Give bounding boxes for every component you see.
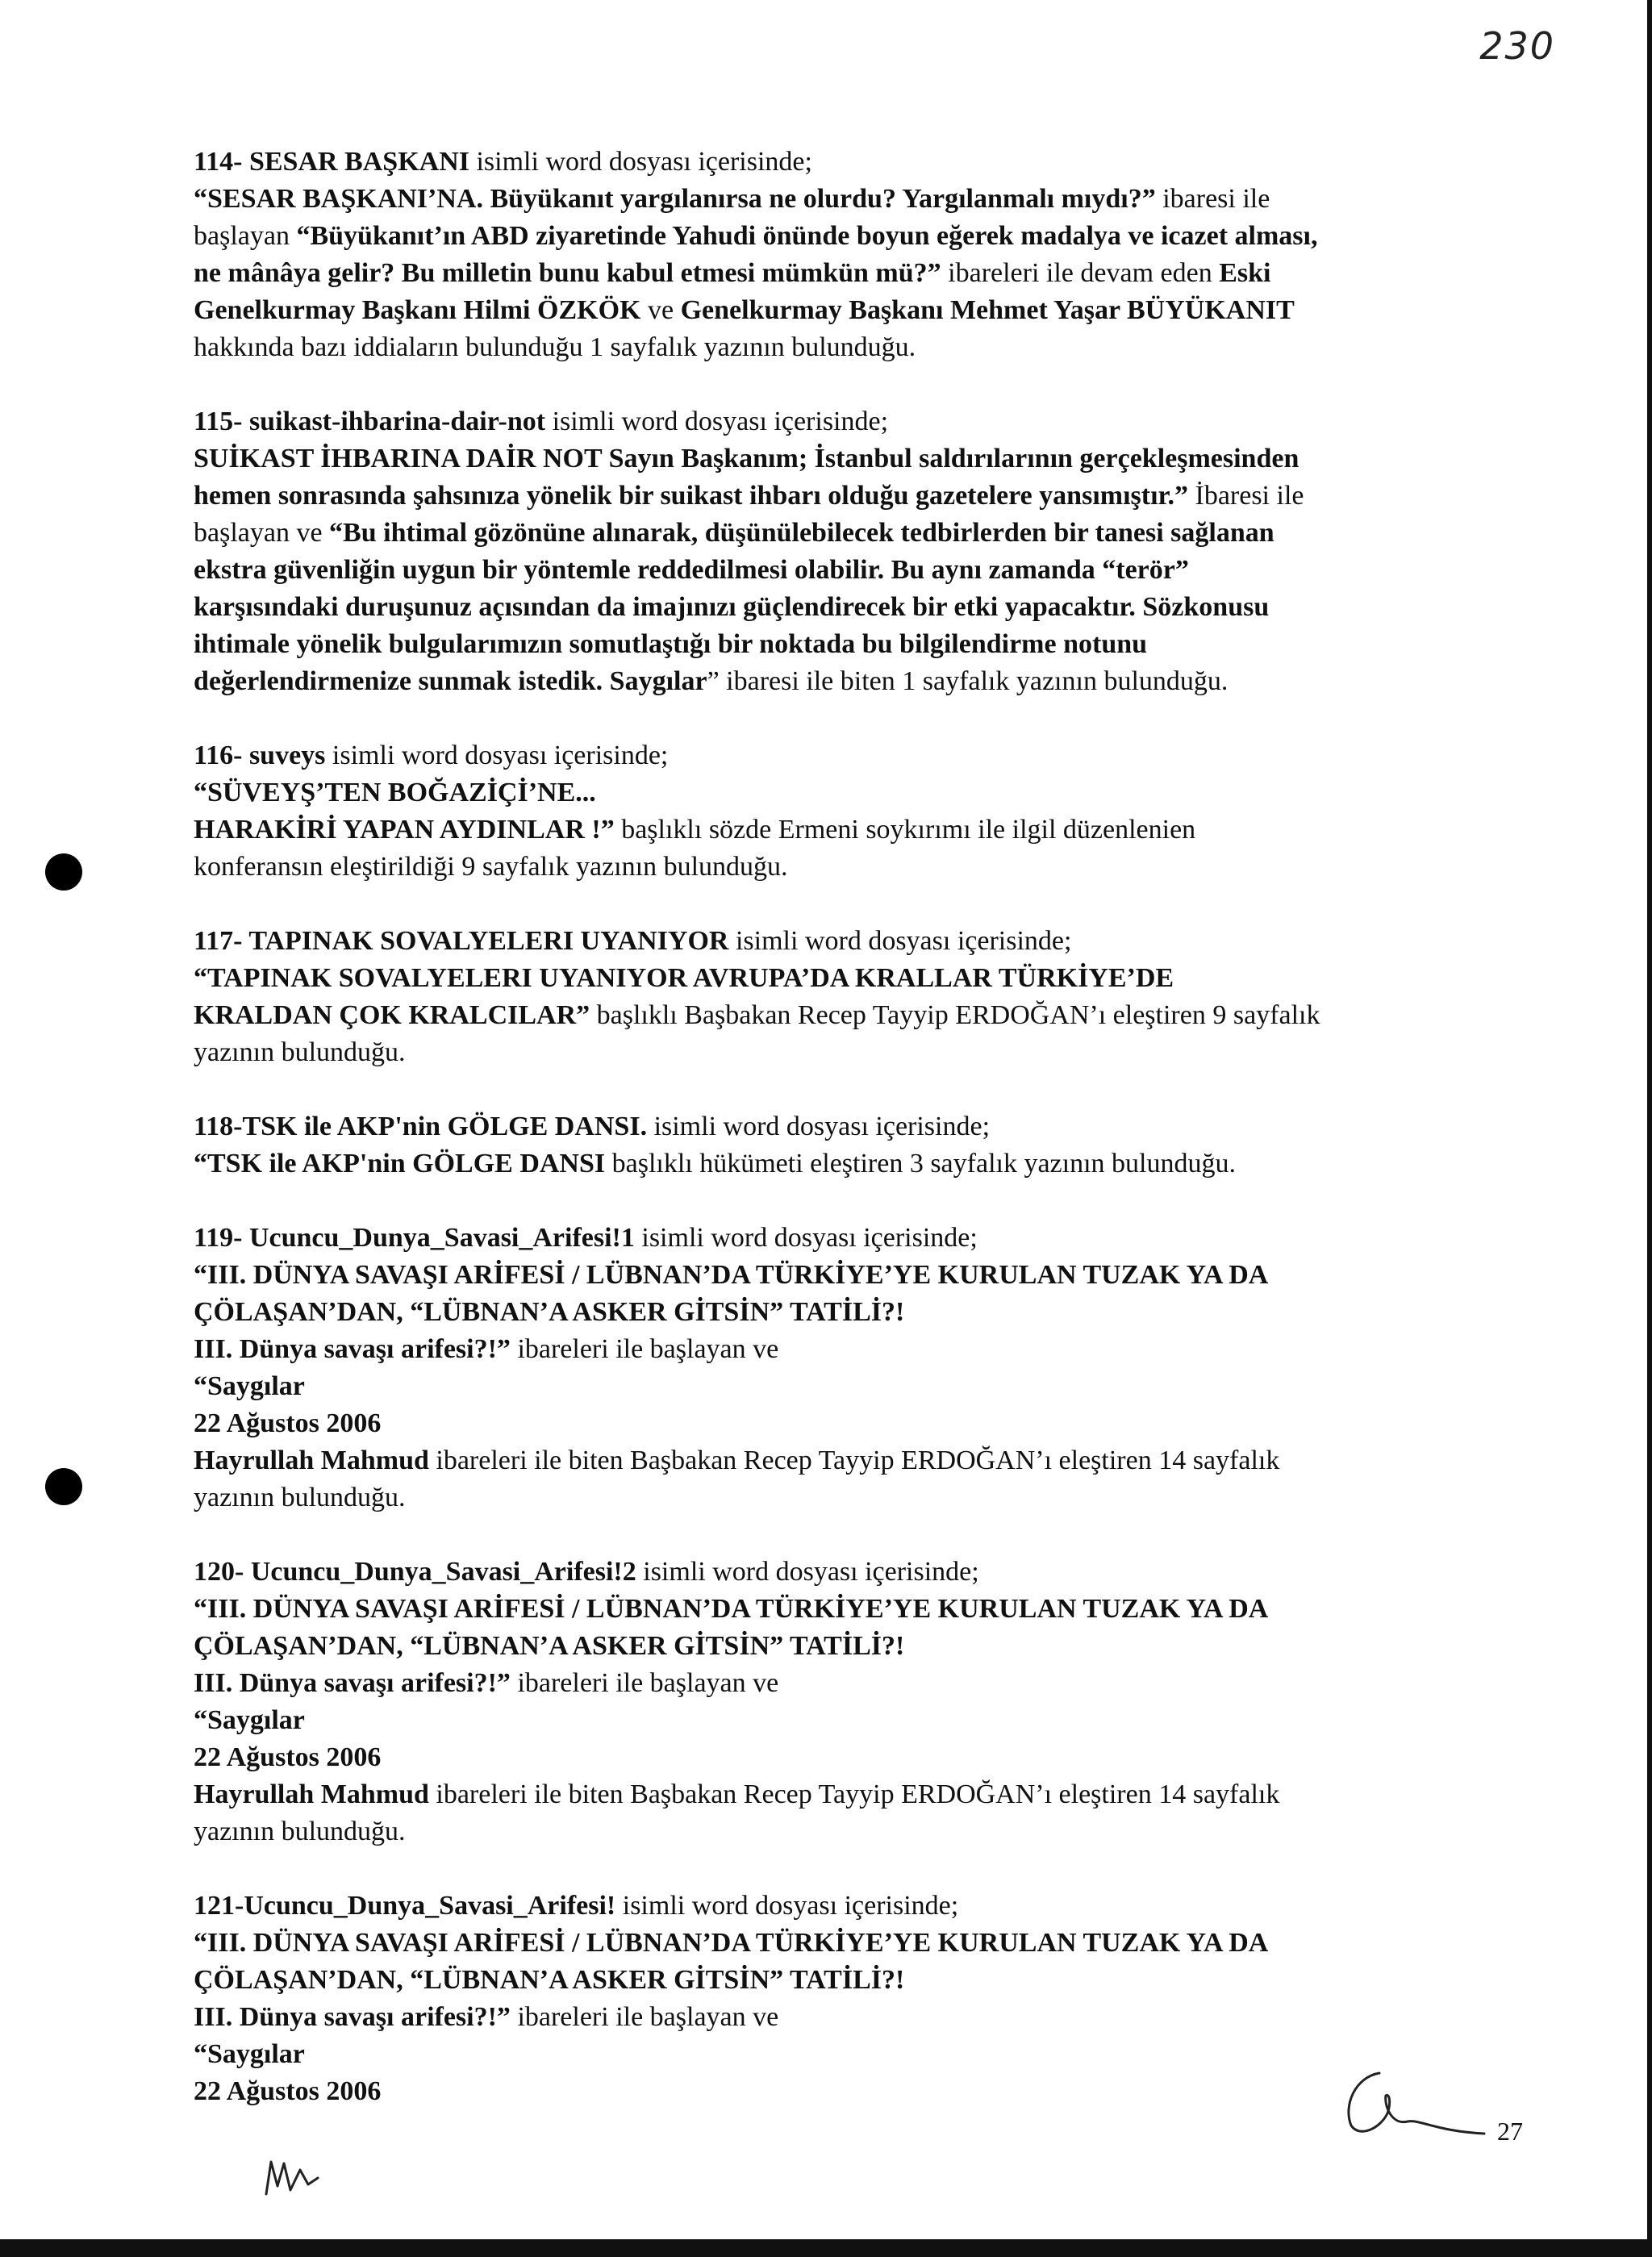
text: başlıklı hükümeti eleştiren 3 sayfalık yazının bulunduğu. (605, 1149, 1236, 1179)
text: ibareleri ile başlayan ve (510, 1668, 779, 1698)
entry-heading-text: isimli word dosyası içerisinde; (636, 1557, 979, 1587)
bold-text: Hayrullah Mahmud (194, 1779, 429, 1809)
text: ” ibaresi ile biten 1 sayfalık yazının bulunduğu. (707, 666, 1229, 696)
entry-heading (194, 1554, 1516, 1591)
bold-text: “Bu ihtimal gözönüne alınarak, düşünülebilecek tedbirlerden bir tanesi sağlanan (329, 518, 1274, 548)
entry-file-name: 117- TAPINAK SOVALYELERI UYANIYOR (194, 926, 729, 956)
bold-text: Eski (1219, 258, 1271, 288)
bold-text: “Saygılar (194, 1371, 305, 1401)
text-line (194, 329, 1516, 366)
bold-text: III. Dünya savaşı arifesi?!” (194, 1668, 511, 1698)
document-entry (194, 1108, 1516, 1183)
text-line (194, 1479, 1516, 1516)
document-entry (194, 923, 1516, 1071)
text-line (194, 1999, 1516, 2036)
text-line (194, 1962, 1516, 1999)
text: ibareleri ile başlayan ve (510, 2002, 779, 2032)
entry-heading-text: isimli word dosyası içerisinde; (325, 741, 669, 770)
text-line (194, 1368, 1516, 1405)
bold-text: “SÜVEYŞ’TEN BOĞAZİÇİ’NE... (194, 778, 596, 807)
entry-heading (194, 923, 1516, 960)
text-line (194, 774, 1516, 811)
text: hakkında bazı iddiaların bulunduğu 1 sayfalık yazının bulunduğu. (194, 332, 916, 362)
entry-file-name: 116- suveys (194, 741, 326, 770)
signature-left (260, 2146, 357, 2202)
text-line (194, 1702, 1516, 1739)
text-line (194, 1776, 1516, 1813)
text-line (194, 960, 1516, 997)
entry-heading (194, 1220, 1516, 1257)
entry-heading (194, 144, 1516, 181)
footer-page-number: 27 (1497, 2117, 1523, 2146)
bold-text: “TAPINAK SOVALYELERI UYANIYOR AVRUPA’DA KRALLAR TÜRKİYE’DE (194, 963, 1174, 993)
bold-text: “III. DÜNYA SAVAŞI ARİFESİ / LÜBNAN’DA TÜRKİYE’YE KURULAN TUZAK YA DA (194, 1594, 1269, 1624)
text: ibareleri ile devam eden (941, 258, 1220, 288)
document-entry (194, 1554, 1516, 1850)
text: başlıklı Başbakan Recep Tayyip ERDOĞAN’ı eleştiren 9 sayfalık (590, 1000, 1320, 1030)
scan-edge-right (1647, 0, 1652, 2257)
document-entry (194, 737, 1516, 886)
entry-heading (194, 403, 1516, 440)
text-line (194, 1294, 1516, 1331)
text: ibareleri ile başlayan ve (510, 1334, 779, 1364)
text-line (194, 1405, 1516, 1442)
bold-text: Hayrullah Mahmud (194, 1446, 429, 1475)
text-line (194, 478, 1516, 515)
bold-text: “Saygılar (194, 1705, 305, 1735)
text-line (194, 1257, 1516, 1294)
text: başlayan ve (194, 518, 330, 548)
entry-file-name: 118-TSK ile AKP'nin GÖLGE DANSI. (194, 1112, 648, 1141)
text: başlıklı sözde Ermeni soykırımı ile ilgil düzenlenien (614, 815, 1196, 845)
text: başlayan (194, 221, 297, 251)
text: ibareleri ile biten Başbakan Recep Tayyip ERDOĞAN’ı eleştiren 14 sayfalık (428, 1446, 1280, 1475)
text-line (194, 1034, 1516, 1071)
bold-text: ÇÖLAŞAN’DAN, “LÜBNAN’A ASKER GİTSİN” TATİLİ?! (194, 1631, 905, 1661)
entry-heading (194, 1888, 1516, 1925)
text: konferansın eleştirildiği 9 sayfalık yazının bulunduğu. (194, 852, 788, 882)
bold-text: III. Dünya savaşı arifesi?!” (194, 2002, 511, 2032)
text: yazının bulunduğu. (194, 1483, 406, 1512)
text: yazının bulunduğu. (194, 1817, 406, 1846)
bold-text: karşısındaki duruşunuz açısından da imajınızı güçlendirecek bir etki yapacaktır. Sözkonusu (194, 592, 1270, 622)
text-line (194, 1739, 1516, 1776)
text-line (194, 663, 1516, 700)
text-line (194, 1331, 1516, 1368)
text-line (194, 997, 1516, 1034)
entry-heading-text: isimli word dosyası içerisinde; (647, 1112, 991, 1141)
bold-text: “SESAR BAŞKANI’NA. Büyükanıt yargılanırsa ne olurdu? Yargılanmalı mıydı?” (194, 184, 1156, 214)
text-line (194, 589, 1516, 626)
bold-text: Genelkurmay Başkanı Hilmi ÖZKÖK (194, 295, 641, 325)
bold-text: SUİKAST İHBARINA DAİR NOT (194, 444, 603, 474)
text: ibareleri ile biten Başbakan Recep Tayyip ERDOĞAN’ı eleştiren 14 sayfalık (428, 1779, 1280, 1809)
entry-file-name: 120- Ucuncu_Dunya_Savasi_Arifesi!2 (194, 1557, 636, 1587)
bold-text: III. Dünya savaşı arifesi?!” (194, 1334, 511, 1364)
punch-hole-bottom (45, 1468, 82, 1505)
text-line (194, 440, 1516, 478)
entry-heading-text: isimli word dosyası içerisinde; (615, 1891, 959, 1921)
bold-text: KRALDAN ÇOK KRALCILAR” (194, 1000, 590, 1030)
text-line (194, 1665, 1516, 1702)
bold-text: hemen sonrasında şahsınıza yönelik bir suikast ihbarı olduğu gazetelere yansımıştır.” (194, 481, 1188, 511)
handwritten-page-number: 230 (1479, 24, 1555, 68)
bold-text: ne mânâya gelir? Bu milletin bunu kabul etmesi mümkün mü?” (194, 258, 941, 288)
text-line (194, 2073, 1516, 2110)
bold-text: 22 Ağustos 2006 (194, 1742, 382, 1772)
document-body (194, 144, 1516, 2147)
text: ve (640, 295, 681, 325)
document-entry (194, 144, 1516, 366)
text: ibaresi ile (1155, 184, 1270, 214)
bold-text: Genelkurmay Başkanı Mehmet Yaşar BÜYÜKANIT (680, 295, 1295, 325)
entry-file-name: 121-Ucuncu_Dunya_Savasi_Arifesi! (194, 1891, 616, 1921)
document-entry (194, 403, 1516, 700)
entry-heading-text: isimli word dosyası içerisinde; (728, 926, 1072, 956)
text-line (194, 1145, 1516, 1183)
text-line (194, 811, 1516, 849)
bold-text: ihtimale yönelik bulgularımızın somutlaştığı bir noktada bu bilgilendirme notunu (194, 629, 1148, 659)
text-line (194, 1442, 1516, 1479)
text: İbaresi ile (1188, 481, 1304, 511)
text-line (194, 292, 1516, 329)
bold-text: 22 Ağustos 2006 (194, 1408, 382, 1438)
bold-text: ÇÖLAŞAN’DAN, “LÜBNAN’A ASKER GİTSİN” TATİLİ?! (194, 1297, 905, 1327)
punch-hole-top (45, 853, 82, 891)
entry-file-name: 114- SESAR BAŞKANI (194, 147, 469, 177)
bold-text: ekstra güvenliğin uygun bir yöntemle reddedilmesi olabilir. Bu aynı zamanda “terör” (194, 555, 1189, 585)
text-line (194, 1628, 1516, 1665)
text-line (194, 515, 1516, 552)
text-line (194, 626, 1516, 663)
entry-heading-text: isimli word dosyası içerisinde; (469, 147, 812, 177)
entry-heading-text: isimli word dosyası içerisinde; (634, 1223, 978, 1253)
bold-text: “III. DÜNYA SAVAŞI ARİFESİ / LÜBNAN’DA TÜRKİYE’YE KURULAN TUZAK YA DA (194, 1928, 1269, 1958)
text-line (194, 849, 1516, 886)
text-line (194, 1925, 1516, 1962)
document-entry (194, 1220, 1516, 1516)
entry-file-name: 119- Ucuncu_Dunya_Savasi_Arifesi!1 (194, 1223, 635, 1253)
bold-text: “TSK ile AKP'nin GÖLGE DANSI (194, 1149, 606, 1179)
bold-text: HARAKİRİ YAPAN AYDINLAR !” (194, 815, 615, 845)
text-line (194, 181, 1516, 218)
bold-text: “III. DÜNYA SAVAŞI ARİFESİ / LÜBNAN’DA TÜRKİYE’YE KURULAN TUZAK YA DA (194, 1260, 1269, 1290)
text-line (194, 1591, 1516, 1628)
text-line (194, 1813, 1516, 1850)
bold-text: “Büyükanıt’ın ABD ziyaretinde Yahudi önünde boyun eğerek madalya ve icazet alması, (296, 221, 1318, 251)
entry-heading-text: isimli word dosyası içerisinde; (545, 407, 889, 436)
entry-heading (194, 1108, 1516, 1145)
signature-right (1331, 2057, 1492, 2146)
bold-text: “Saygılar (194, 2039, 305, 2069)
text-line (194, 552, 1516, 589)
bold-text: değerlendirmenize sunmak istedik. Saygılar (194, 666, 707, 696)
text-line (194, 255, 1516, 292)
text-line (194, 2036, 1516, 2073)
scan-edge-bottom (0, 2239, 1652, 2257)
document-entry (194, 1888, 1516, 2110)
bold-text: ÇÖLAŞAN’DAN, “LÜBNAN’A ASKER GİTSİN” TATİLİ?! (194, 1965, 905, 1995)
entry-heading (194, 737, 1516, 774)
bold-text: 22 Ağustos 2006 (194, 2076, 382, 2106)
bold-text: Sayın Başkanım; İstanbul saldırılarının gerçekleşmesinden (602, 444, 1299, 474)
text: yazının bulunduğu. (194, 1037, 406, 1067)
entry-file-name: 115- suikast-ihbarina-dair-not (194, 407, 546, 436)
text-line (194, 218, 1516, 255)
